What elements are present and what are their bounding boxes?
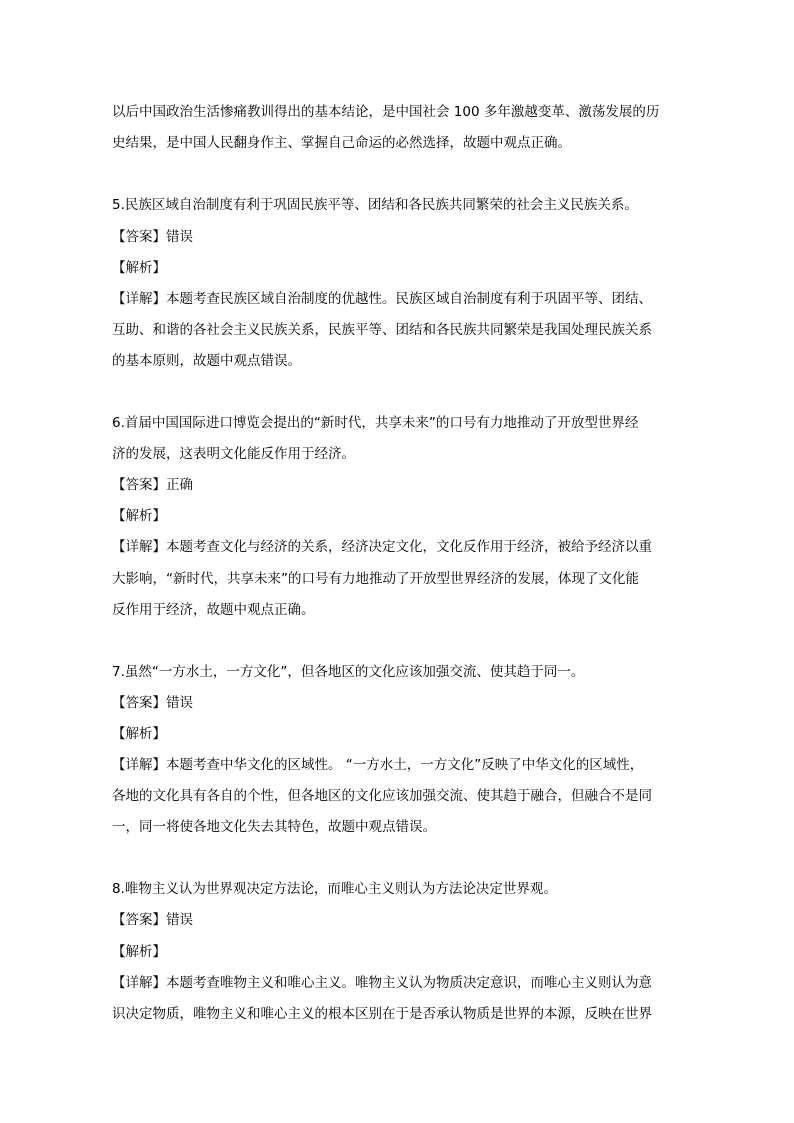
question-text: 6.首届中国国际进口博览会提出的“新时代，共享未来”的口号有力地推动了开放型世界经 bbox=[112, 415, 639, 431]
question-text: 5.民族区域自治制度有利于巩固民族平等、团结和各民族共同繁荣的社会主义民族关系。 bbox=[112, 197, 638, 213]
analysis-label: 【解析】 bbox=[112, 944, 166, 960]
detail-line: 【详解】本题考查民族区域自治制度的优越性。民族区域自治制度有利于巩固平等、团结、 bbox=[112, 291, 652, 307]
analysis-label: 【解析】 bbox=[112, 260, 166, 276]
answer-label: 【答案】错误 bbox=[112, 912, 193, 928]
detail-line: 【详解】本题考查唯物主义和唯心主义。唯物主义认为物质决定意识，而唯心主义则认为意 bbox=[112, 975, 652, 991]
intro-line: 史结果，是中国人民翻身作主、掌握自己命运的必然选择，故题中观点正确。 bbox=[112, 135, 571, 151]
detail-line: 各地的文化具有各自的个性，但各地区的文化应该加强交流、使其趋于融合，但融合不是同 bbox=[112, 788, 652, 804]
detail-line: 互助、和谐的各社会主义民族关系，民族平等、团结和各民族共同繁荣是我国处理民族关系 bbox=[112, 322, 652, 338]
analysis-label: 【解析】 bbox=[112, 508, 166, 524]
answer-label: 【答案】错误 bbox=[112, 695, 193, 711]
question-text: 8.唯物主义认为世界观决定方法论，而唯心主义则认为方法论决定世界观。 bbox=[112, 881, 557, 897]
answer-label: 【答案】错误 bbox=[112, 229, 193, 245]
detail-line: 反作用于经济，故题中观点正确。 bbox=[112, 602, 315, 618]
question-text: 济的发展，这表明文化能反作用于经济。 bbox=[112, 446, 355, 462]
detail-line: 【详解】本题考查文化与经济的关系，经济决定文化，文化反作用于经济，被给予经济以重 bbox=[112, 539, 652, 555]
analysis-label: 【解析】 bbox=[112, 726, 166, 742]
detail-line: 一，同一将使各地文化失去其特色，故题中观点错误。 bbox=[112, 819, 436, 835]
detail-line: 识决定物质，唯物主义和唯心主义的根本区别在于是否承认物质是世界的本源，反映在世界 bbox=[112, 1006, 652, 1022]
intro-line: 以后中国政治生活惨痛教训得出的基本结论，是中国社会 100 多年激越变革、激荡发展的历 bbox=[112, 104, 660, 120]
detail-line: 大影响，“新时代，共享未来”的口号有力地推动了开放型世界经济的发展，体现了文化能 bbox=[112, 571, 639, 587]
detail-line: 的基本原则，故题中观点错误。 bbox=[112, 353, 301, 369]
detail-line: 【详解】本题考查中华文化的区域性。 “一方水土，一方文化”反映了中华文化的区域性， bbox=[112, 757, 644, 773]
answer-label: 【答案】正确 bbox=[112, 477, 193, 493]
question-text: 7.虽然“一方水土，一方文化”，但各地区的文化应该加强交流、使其趋于同一。 bbox=[112, 664, 585, 680]
